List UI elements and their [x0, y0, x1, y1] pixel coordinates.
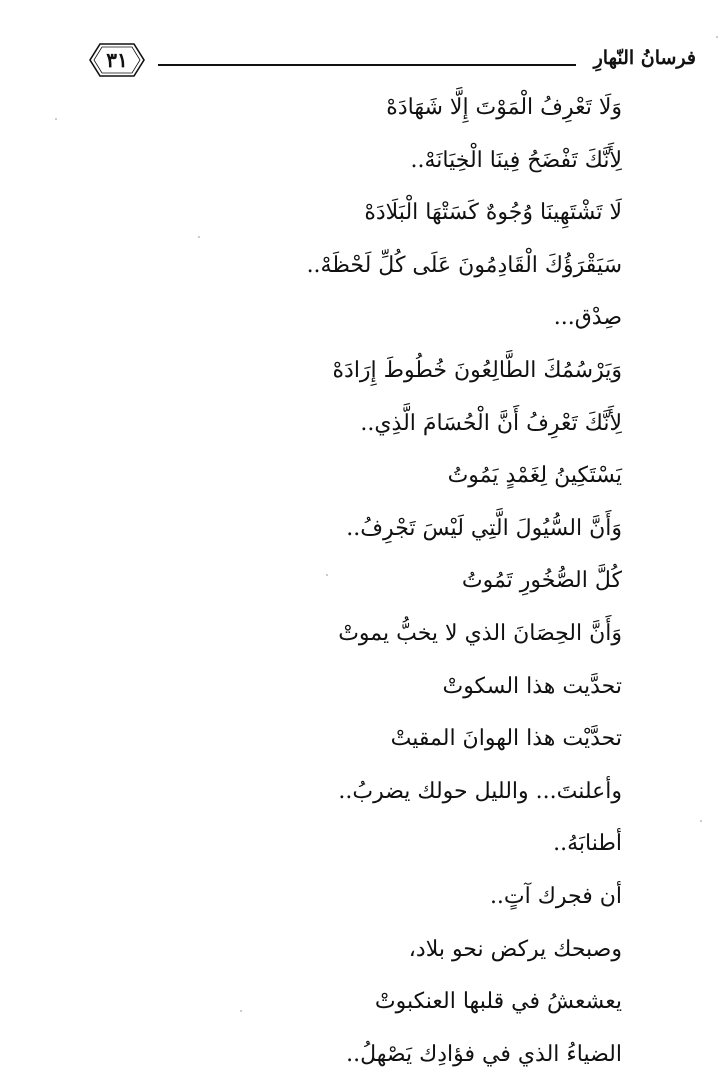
scan-speck	[198, 236, 200, 238]
verse-line: يَسْتَكِينُ لِغَمْدٍ يَمُوتُ	[447, 463, 622, 489]
scan-speck	[55, 118, 57, 120]
verse-line: الضياءُ الذي في فؤادِك يَصْهلُ..	[346, 1041, 622, 1067]
verse-line: وصبحك يركض نحو بلاد،	[408, 936, 622, 962]
scan-speck	[240, 1010, 242, 1012]
verse-line: لِأَنَّكَ تَعْرِفُ أَنَّ الْحُسَامَ الَّذِي..	[360, 410, 622, 436]
verse-line: أطنابَهُ..	[553, 831, 622, 857]
verse-line: لِأَنَّكَ تَفْضَحُ فِينَا الْخِيَانَهْ..	[410, 147, 622, 173]
header-rule	[158, 64, 576, 66]
verse-line: تحدَّيت هذا السكوتْ	[442, 673, 622, 699]
poem	[292, 82, 622, 1081]
page-number: ٣١	[106, 48, 128, 72]
verse-line: وأعلنتَ... والليل حولك يضربُ..	[338, 778, 622, 804]
verse-line: تحدَّيْت هذا الهوانَ المقيتْ	[390, 726, 622, 752]
scan-speck	[716, 36, 718, 38]
verse-line: وَأَنَّ الحِصَانَ الذي لا يخبُّ يموتْ	[338, 620, 622, 646]
scan-speck	[700, 820, 702, 822]
book-title: فرسانُ النّهارِ	[593, 47, 696, 69]
verse-line: صِدْق...	[553, 305, 622, 331]
verse-line: وَأَنَّ السُّيُولَ الَّتِي لَيْسَ تَجْرِفُ..	[346, 515, 622, 541]
verse-line: لَا تَشْتَهِينَا وُجُوهٌ كَسَتْهَا الْبَلَادَهْ	[364, 200, 622, 226]
verse-line: يعشعشُ في قلبها العنكبوتْ	[374, 989, 622, 1015]
verse-line: كُلَّ الصُّخُورِ تَمُوتُ	[461, 568, 622, 594]
verse-line: وَلَا تَعْرِفُ الْمَوْتَ إِلَّا شَهَادَهْ	[386, 95, 622, 120]
scan-speck	[326, 574, 328, 576]
verse-line: أن فجرك آتٍ..	[489, 883, 622, 909]
page-header	[88, 42, 698, 82]
verse-line: سَيَقْرَؤُكَ الْقَادِمُونَ عَلَى كُلِّ لَحْظَهْ..	[306, 252, 622, 278]
verse-line: وَيَرْسُمُكَ الطَّالِعُونَ خُطُوطَ إِرَادَهْ	[332, 357, 622, 383]
page-number-frame	[88, 42, 146, 78]
